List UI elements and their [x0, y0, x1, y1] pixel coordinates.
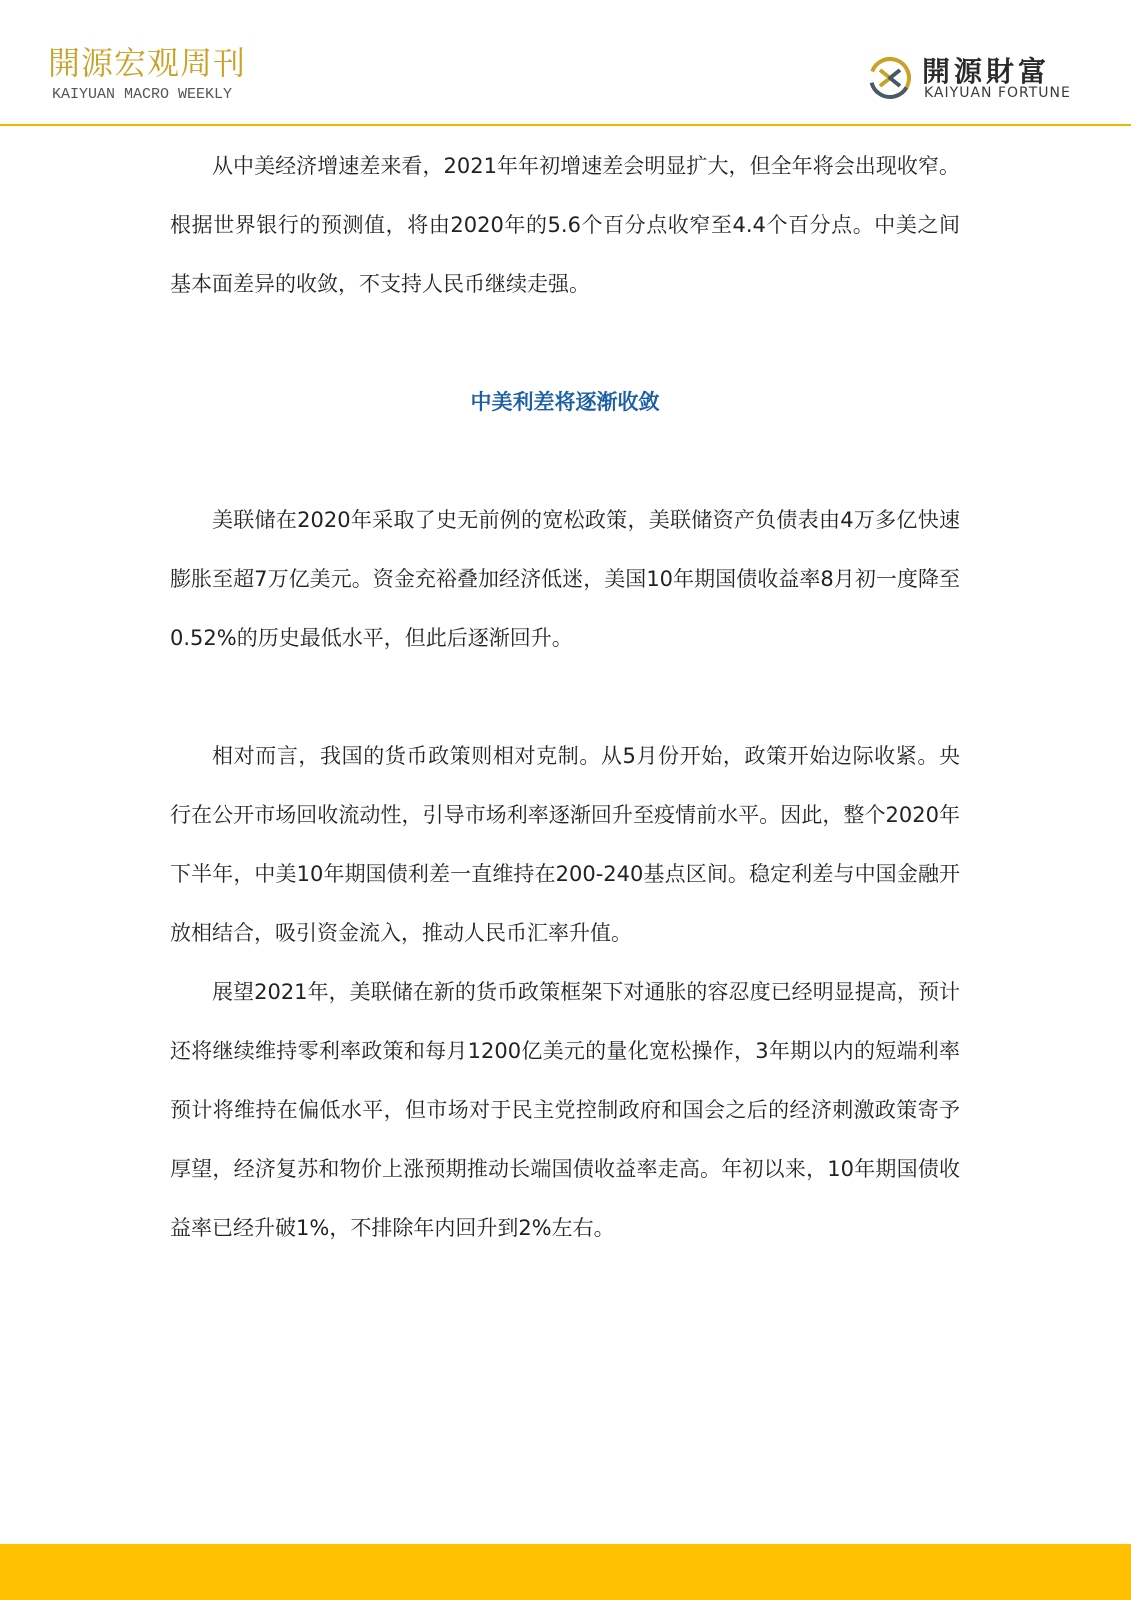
publication-subtitle: KAIYUAN MACRO WEEKLY: [52, 86, 233, 103]
article-body: [170, 137, 960, 1258]
paragraph-china-policy: 相对而言，我国的货币政策则相对克制。从5月份开始，政策开始边际收紧。央行在公开市场回收流动性，引导市场利率逐渐回升至疫情前水平。因此，整个2020年下半年，中美10年期国债利差一直维持在200-240基点区间。稳定利差与中国金融开放相结合，吸引资金流入，推动人民币汇率升值。: [170, 744, 960, 945]
paragraph-fed-policy: 美联储在2020年采取了史无前例的宽松政策，美联储资产负债表由4万多亿快速膨胀至超7万亿美元。资金充裕叠加经济低迷，美国10年期国债收益率8月初一度降至0.52%的历史最低水平，但此后逐渐回升。: [170, 508, 960, 650]
spacer: [170, 432, 960, 491]
spacer: [170, 314, 960, 373]
paragraph-growth-gap: 从中美经济增速差来看，2021年年初增速差会明显扩大，但全年将会出现收窄。根据世界银行的预测值，将由2020年的5.6个百分点收窄至4.4个百分点。中美之间基本面差异的收敛，不支持人民币继续走强。: [170, 154, 960, 296]
section-heading: 中美利差将逐渐收敛: [470, 390, 660, 414]
footer-bar: [0, 1544, 1131, 1600]
header-divider: [0, 124, 1131, 126]
page-header: [0, 0, 1131, 126]
kaiyuan-logo-icon: [866, 54, 914, 102]
publication-title: 開源宏观周刊: [48, 44, 247, 82]
spacer: [170, 668, 960, 727]
paragraph-outlook-2021: 展望2021年，美联储在新的货币政策框架下对通胀的容忍度已经明显提高，预计还将继续维持零利率政策和每月1200亿美元的量化宽松操作，3年期以内的短端利率预计将维持在偏低水平，但市场对于民主党控制政府和国会之后的经济刺激政策寄予厚望，经济复苏和物价上涨预期推动长端国债收益率走高。年初以来，10年期国债收益率已经升破1%，不排除年内回升到2%左右。: [170, 980, 960, 1240]
logo-name-cn: 開源財富: [922, 55, 1051, 88]
kaiyuan-fortune-logo: [866, 50, 1096, 106]
logo-name-en: KAIYUAN FORTUNE: [924, 85, 1071, 101]
